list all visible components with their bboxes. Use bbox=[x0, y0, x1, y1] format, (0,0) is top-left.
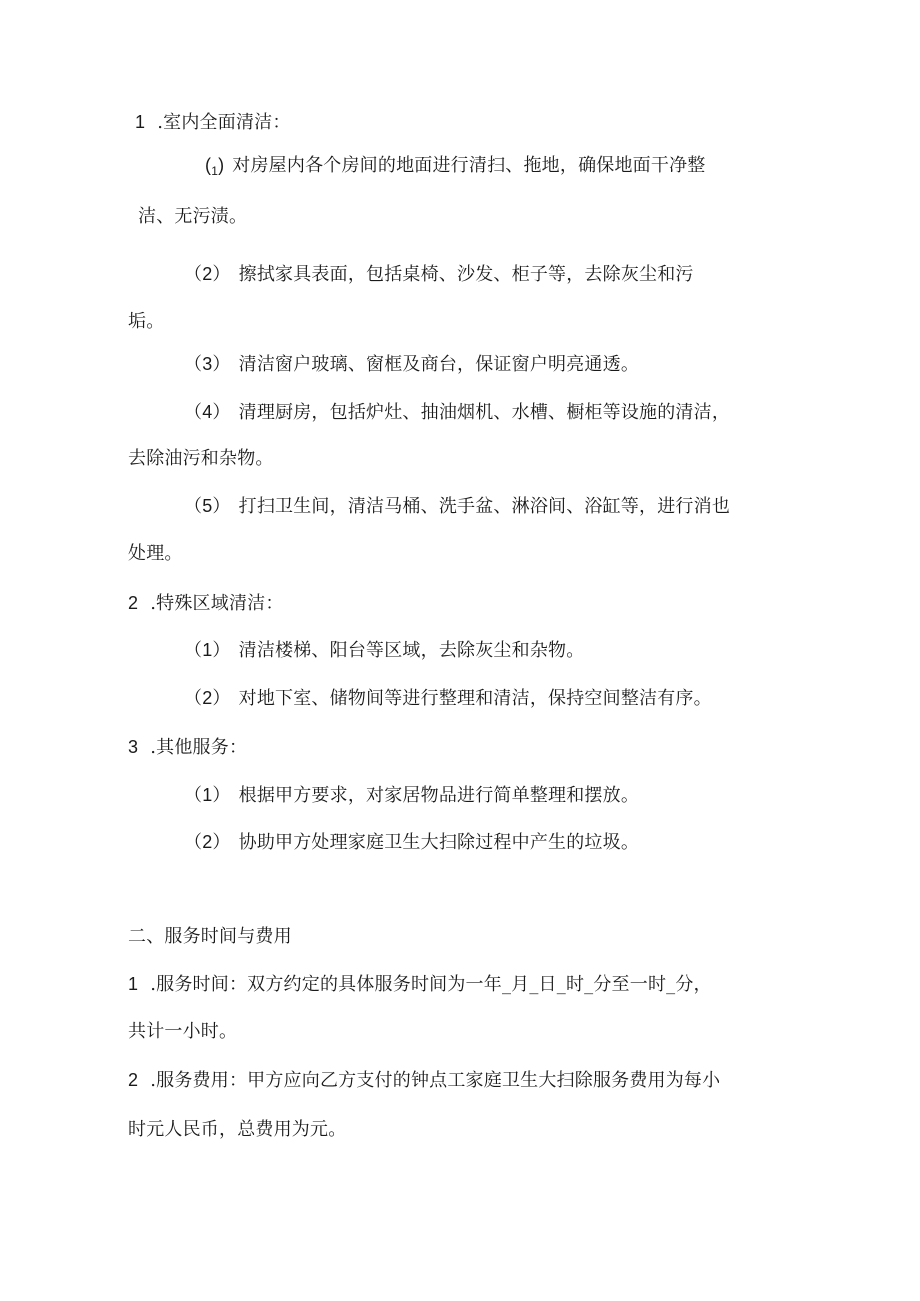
section3-heading-number: 3 bbox=[128, 737, 139, 757]
section1-item5-paren: （5） bbox=[184, 496, 231, 516]
section3-item2-text: 协助甲方处理家庭卫生大扫除过程中产生的垃圾。 bbox=[238, 832, 640, 853]
section1-heading-text: .室内全面清洁： bbox=[157, 112, 291, 133]
section2-heading bbox=[128, 591, 284, 616]
section1-item4-paren: （4） bbox=[184, 402, 231, 422]
section1-item2-line2: 垢。 bbox=[128, 311, 165, 332]
section1-item5-text: 打扫卫生间，清洁马桶、洗手盆、淋浴间、浴缸等，进行消也 bbox=[238, 496, 731, 517]
section1-item1-line2: 洁、无污渍。 bbox=[138, 206, 248, 227]
section1-item1-text: 对房屋内各个房间的地面进行清扫、拖地，确保地面干净整 bbox=[232, 155, 706, 176]
section2-item1 bbox=[184, 638, 584, 663]
section3-item2 bbox=[184, 830, 639, 855]
section3-item1-paren: （1） bbox=[184, 785, 231, 805]
paren-open: ( bbox=[205, 155, 212, 175]
section1-heading bbox=[135, 110, 291, 135]
section1-item2-text: 擦拭家具表面，包括桌椅、沙发、柜子等，去除灰尘和污 bbox=[238, 264, 694, 285]
section1-item4-line2: 去除油污和杂物。 bbox=[128, 448, 274, 469]
section3-heading-text: .其他服务： bbox=[150, 737, 248, 758]
part2-item2-line1 bbox=[128, 1068, 720, 1093]
section1-item2-paren: （2） bbox=[184, 264, 231, 284]
section1-item5-line2: 处理。 bbox=[128, 543, 183, 564]
part2-item1-line2: 共计一小时。 bbox=[128, 1021, 238, 1042]
section1-item4-line1 bbox=[184, 400, 730, 425]
paren-number: 1 bbox=[211, 164, 219, 178]
section1-item1-paren bbox=[205, 155, 225, 178]
section3-item1 bbox=[184, 783, 639, 808]
section3-item2-paren: （2） bbox=[184, 832, 231, 852]
section3-item1-text: 根据甲方要求，对家居物品进行简单整理和摆放。 bbox=[238, 785, 640, 806]
section1-item3-line1 bbox=[184, 352, 639, 377]
part2-item2-number: 2 bbox=[128, 1070, 139, 1090]
section2-item2-text: 对地下室、储物间等进行整理和清洁，保持空间整洁有序。 bbox=[238, 688, 712, 709]
section2-item1-paren: （1） bbox=[184, 640, 231, 660]
section3-heading bbox=[128, 735, 247, 760]
paren-close: ) bbox=[218, 155, 225, 175]
part2-item1-line1 bbox=[128, 972, 712, 997]
section1-item5-line1 bbox=[184, 494, 730, 519]
section1-item3-paren: （3） bbox=[184, 354, 231, 374]
part2-item2-line2: 时元人民币，总费用为元。 bbox=[128, 1119, 347, 1140]
section1-item2-line1 bbox=[184, 262, 694, 287]
part2-title: 二、服务时间与费用 bbox=[128, 926, 292, 947]
section2-item2 bbox=[184, 686, 712, 711]
section2-item2-paren: （2） bbox=[184, 688, 231, 708]
section2-item1-text: 清洁楼梯、阳台等区域，去除灰尘和杂物。 bbox=[238, 640, 585, 661]
section2-heading-number: 2 bbox=[128, 593, 139, 613]
section1-item1-line1 bbox=[205, 153, 705, 183]
section1-heading-number: 1 bbox=[135, 112, 146, 132]
section2-heading-text: .特殊区域清洁： bbox=[150, 593, 284, 614]
section1-item3-text: 清洁窗户玻璃、窗框及商台，保证窗户明亮通透。 bbox=[238, 354, 640, 375]
part2-item1-number: 1 bbox=[128, 974, 139, 994]
part2-item2-text: .服务费用：甲方应向乙方支付的钟点工家庭卫生大扫除服务费用为每小 bbox=[150, 1070, 721, 1091]
section1-item4-text: 清理厨房，包括炉灶、抽油烟机、水槽、橱柜等设施的清洁， bbox=[238, 402, 731, 423]
part2-item1-text: .服务时间：双方约定的具体服务时间为一年_月_日_时_分至一时_分， bbox=[150, 974, 712, 995]
